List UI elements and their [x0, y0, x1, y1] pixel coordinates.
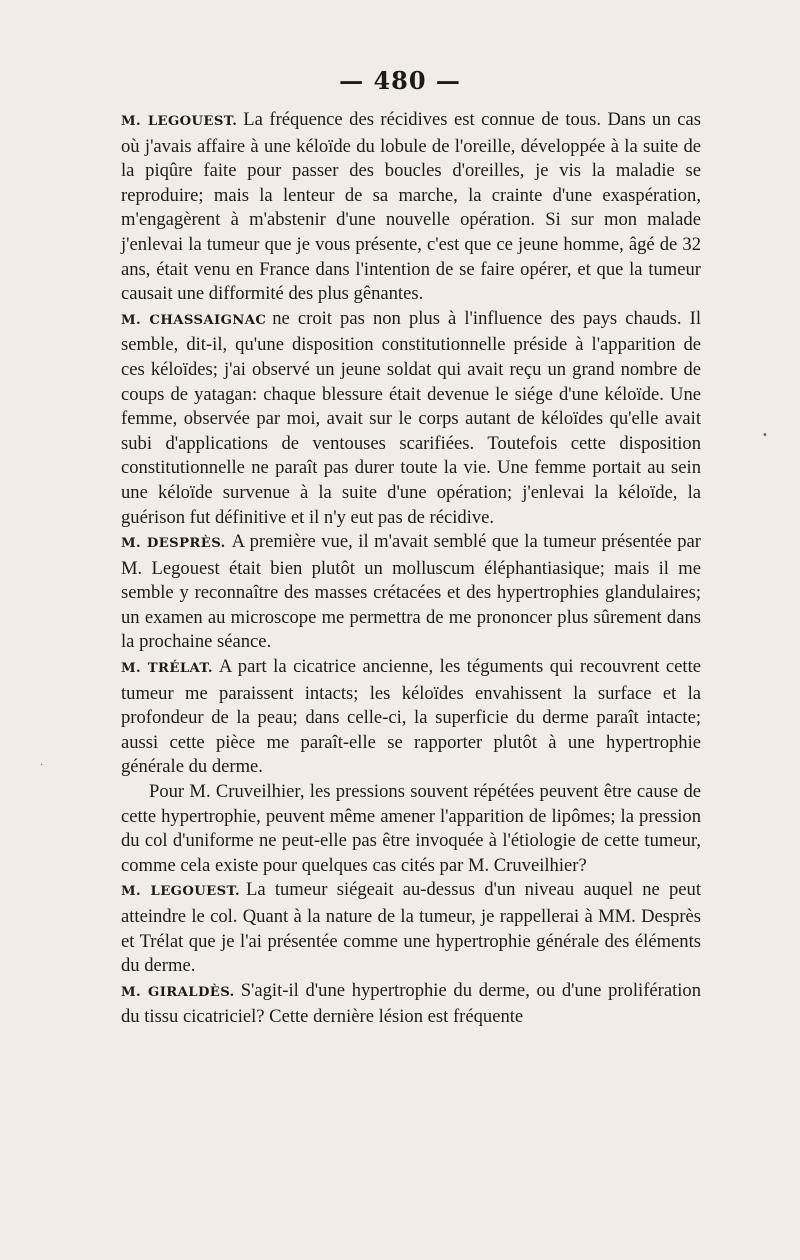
page-number: — 480 —: [339, 66, 461, 95]
paragraph-text: ne croit pas non plus à l'influence des pays chauds. Il semble, dit-il, qu'une disposition constitutionnelle préside à l'apparition de ces kéloïdes; j'ai observé un jeune soldat qui avait reçu un grand nombre de coups de yatagan: chaque blessure était devenue le siége d'une kéloïde. Une femme, observée par moi, avait sur le corps autant de kéloïdes qu'elle avait subi d'applications de ventouses scarifiées. Toutefois cette disposition constitutionnelle ne paraît pas durer toute la vie. Une femme portait au sein une kéloïde survenue à la suite d'une opération; j'enlevai la kéloïde, la guérison fut définitive et il n'y eut pas de récidive.: [121, 307, 701, 528]
print-speck: ·: [40, 760, 44, 771]
speaker-name: M. LEGOUEST.: [121, 884, 240, 900]
speaker-name: M. GIRALDÈS.: [121, 984, 235, 1000]
paragraph-despres: [121, 530, 701, 655]
paragraph-text: A première vue, il m'avait semblé que la tumeur présentée par M. Legouest était bien plutôt un molluscum éléphantiasique; mais il me semble y reconnaître des masses crétacées et des hypertrophies glandulaires; un examen au microscope me permettra de me prononcer plus sûrement dans la prochaine séance.: [121, 531, 701, 653]
speaker-name: M. LEGOUEST.: [121, 114, 238, 129]
print-speck: •: [762, 430, 768, 441]
body-text: [121, 108, 701, 1030]
paragraph-text: La tumeur siégeait au-dessus d'un niveau auquel ne peut atteindre le col. Quant à la nature de la tumeur, je rappellerai à MM. Desprès et Trélat que je l'ai présentée comme une hypertrophie générale des éléments du derme.: [121, 879, 701, 977]
paragraph-chassaignac: [121, 307, 701, 530]
speaker-name: M. CHASSAIGNAC: [121, 312, 267, 328]
paragraph-text: S'agit-il d'une hypertrophie du derme, ou d'une prolifération du tissu cicatriciel? Cette dernière lésion est fréquente: [121, 979, 702, 1028]
paragraph-trelat: [121, 655, 701, 780]
paragraph-legouest-2: [121, 878, 701, 978]
speaker-name: M. TRÉLAT.: [121, 661, 213, 677]
speaker-name: M. DESPRÈS.: [121, 536, 226, 552]
paragraph-text: La fréquence des récidives est connue de tous. Dans un cas où j'avais affaire à une kéloïde du lobule de l'oreille, développée à la suite de la piqûre faite pour passer des boucles d'oreilles, je vis la maladie se reproduire; mais la lenteur de sa marche, la crainte d'une exaspération, m'engagèrent à m'abstenir d'une nouvelle opération. Si sur mon malade j'enlevai la tumeur que je vous présente, c'est que ce jeune homme, âgé de 32 ans, était venu en France dans l'intention de se faire opérer, et que la tumeur causait une difformité des plus gênantes.: [121, 109, 702, 305]
paragraph-cruveilhier: [121, 780, 701, 878]
paragraph-text: A part la cicatrice ancienne, les téguments qui recouvrent cette tumeur me paraissent intacts; les kéloïdes envahissent la surface et la profondeur de la peau; dans celle-ci, la superficie du derme paraît intacte; aussi cette pièce me paraît-elle se rapporter plutôt à une hypertrophie générale du derme.: [121, 656, 701, 778]
paragraph-legouest-1: [121, 108, 701, 307]
paragraph-giraldes: [121, 979, 701, 1030]
paragraph-text: Pour M. Cruveilhier, les pressions souvent répétées peuvent être cause de cette hypertrophie, peuvent même amener l'apparition de lipômes; la pression du col d'uniforme ne peut-elle pas être invoquée à l'étiologie de cette tumeur, comme cela existe pour quelques cas cités par M. Cruveilhier?: [121, 781, 701, 876]
